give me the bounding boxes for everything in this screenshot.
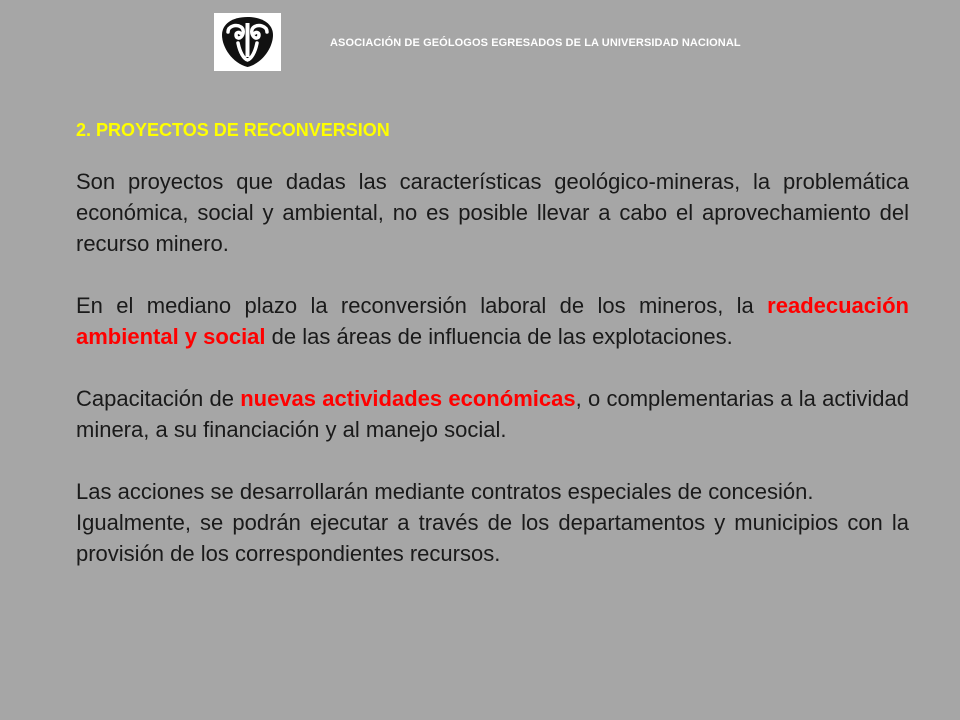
paragraph-2-highlight: readecuación ambiental y social (76, 293, 909, 349)
paragraph-3 (76, 383, 909, 445)
logo (214, 13, 281, 71)
paragraph-2-text-after: de las áreas de influencia de las explotaciones. (265, 324, 733, 349)
paragraph-3-text-after: , o complementarias a la actividad minera, a su financiación y al manejo social. (76, 386, 909, 442)
paragraph-3-highlight: nuevas actividades económicas (240, 386, 576, 411)
paragraph-1: Son proyectos que dadas las características geológico-mineras, la problemática económica, social y ambiental, no es posible llevar a cabo el aprovechamiento del recurso minero. (76, 169, 909, 256)
paragraph-3-text-before: Capacitación de (76, 386, 241, 411)
paragraph-2 (76, 290, 909, 352)
organization-name: ASOCIACIÓN DE GEÓLOGOS EGRESADOS DE LA UNIVERSIDAD NACIONAL (330, 37, 741, 49)
paragraph-2-text-before: En el mediano plazo la reconversión laboral de los mineros, la (76, 293, 768, 318)
slide-content (76, 118, 909, 569)
paragraph-5: Igualmente, se podrán ejecutar a través de los departamentos y municipios con la provisión de los correspondientes recursos. (76, 510, 909, 566)
association-logo-icon (214, 13, 281, 71)
paragraph-4: Las acciones se desarrollarán mediante contratos especiales de concesión. (76, 479, 814, 504)
section-title: 2. PROYECTOS DE RECONVERSION (76, 120, 390, 140)
